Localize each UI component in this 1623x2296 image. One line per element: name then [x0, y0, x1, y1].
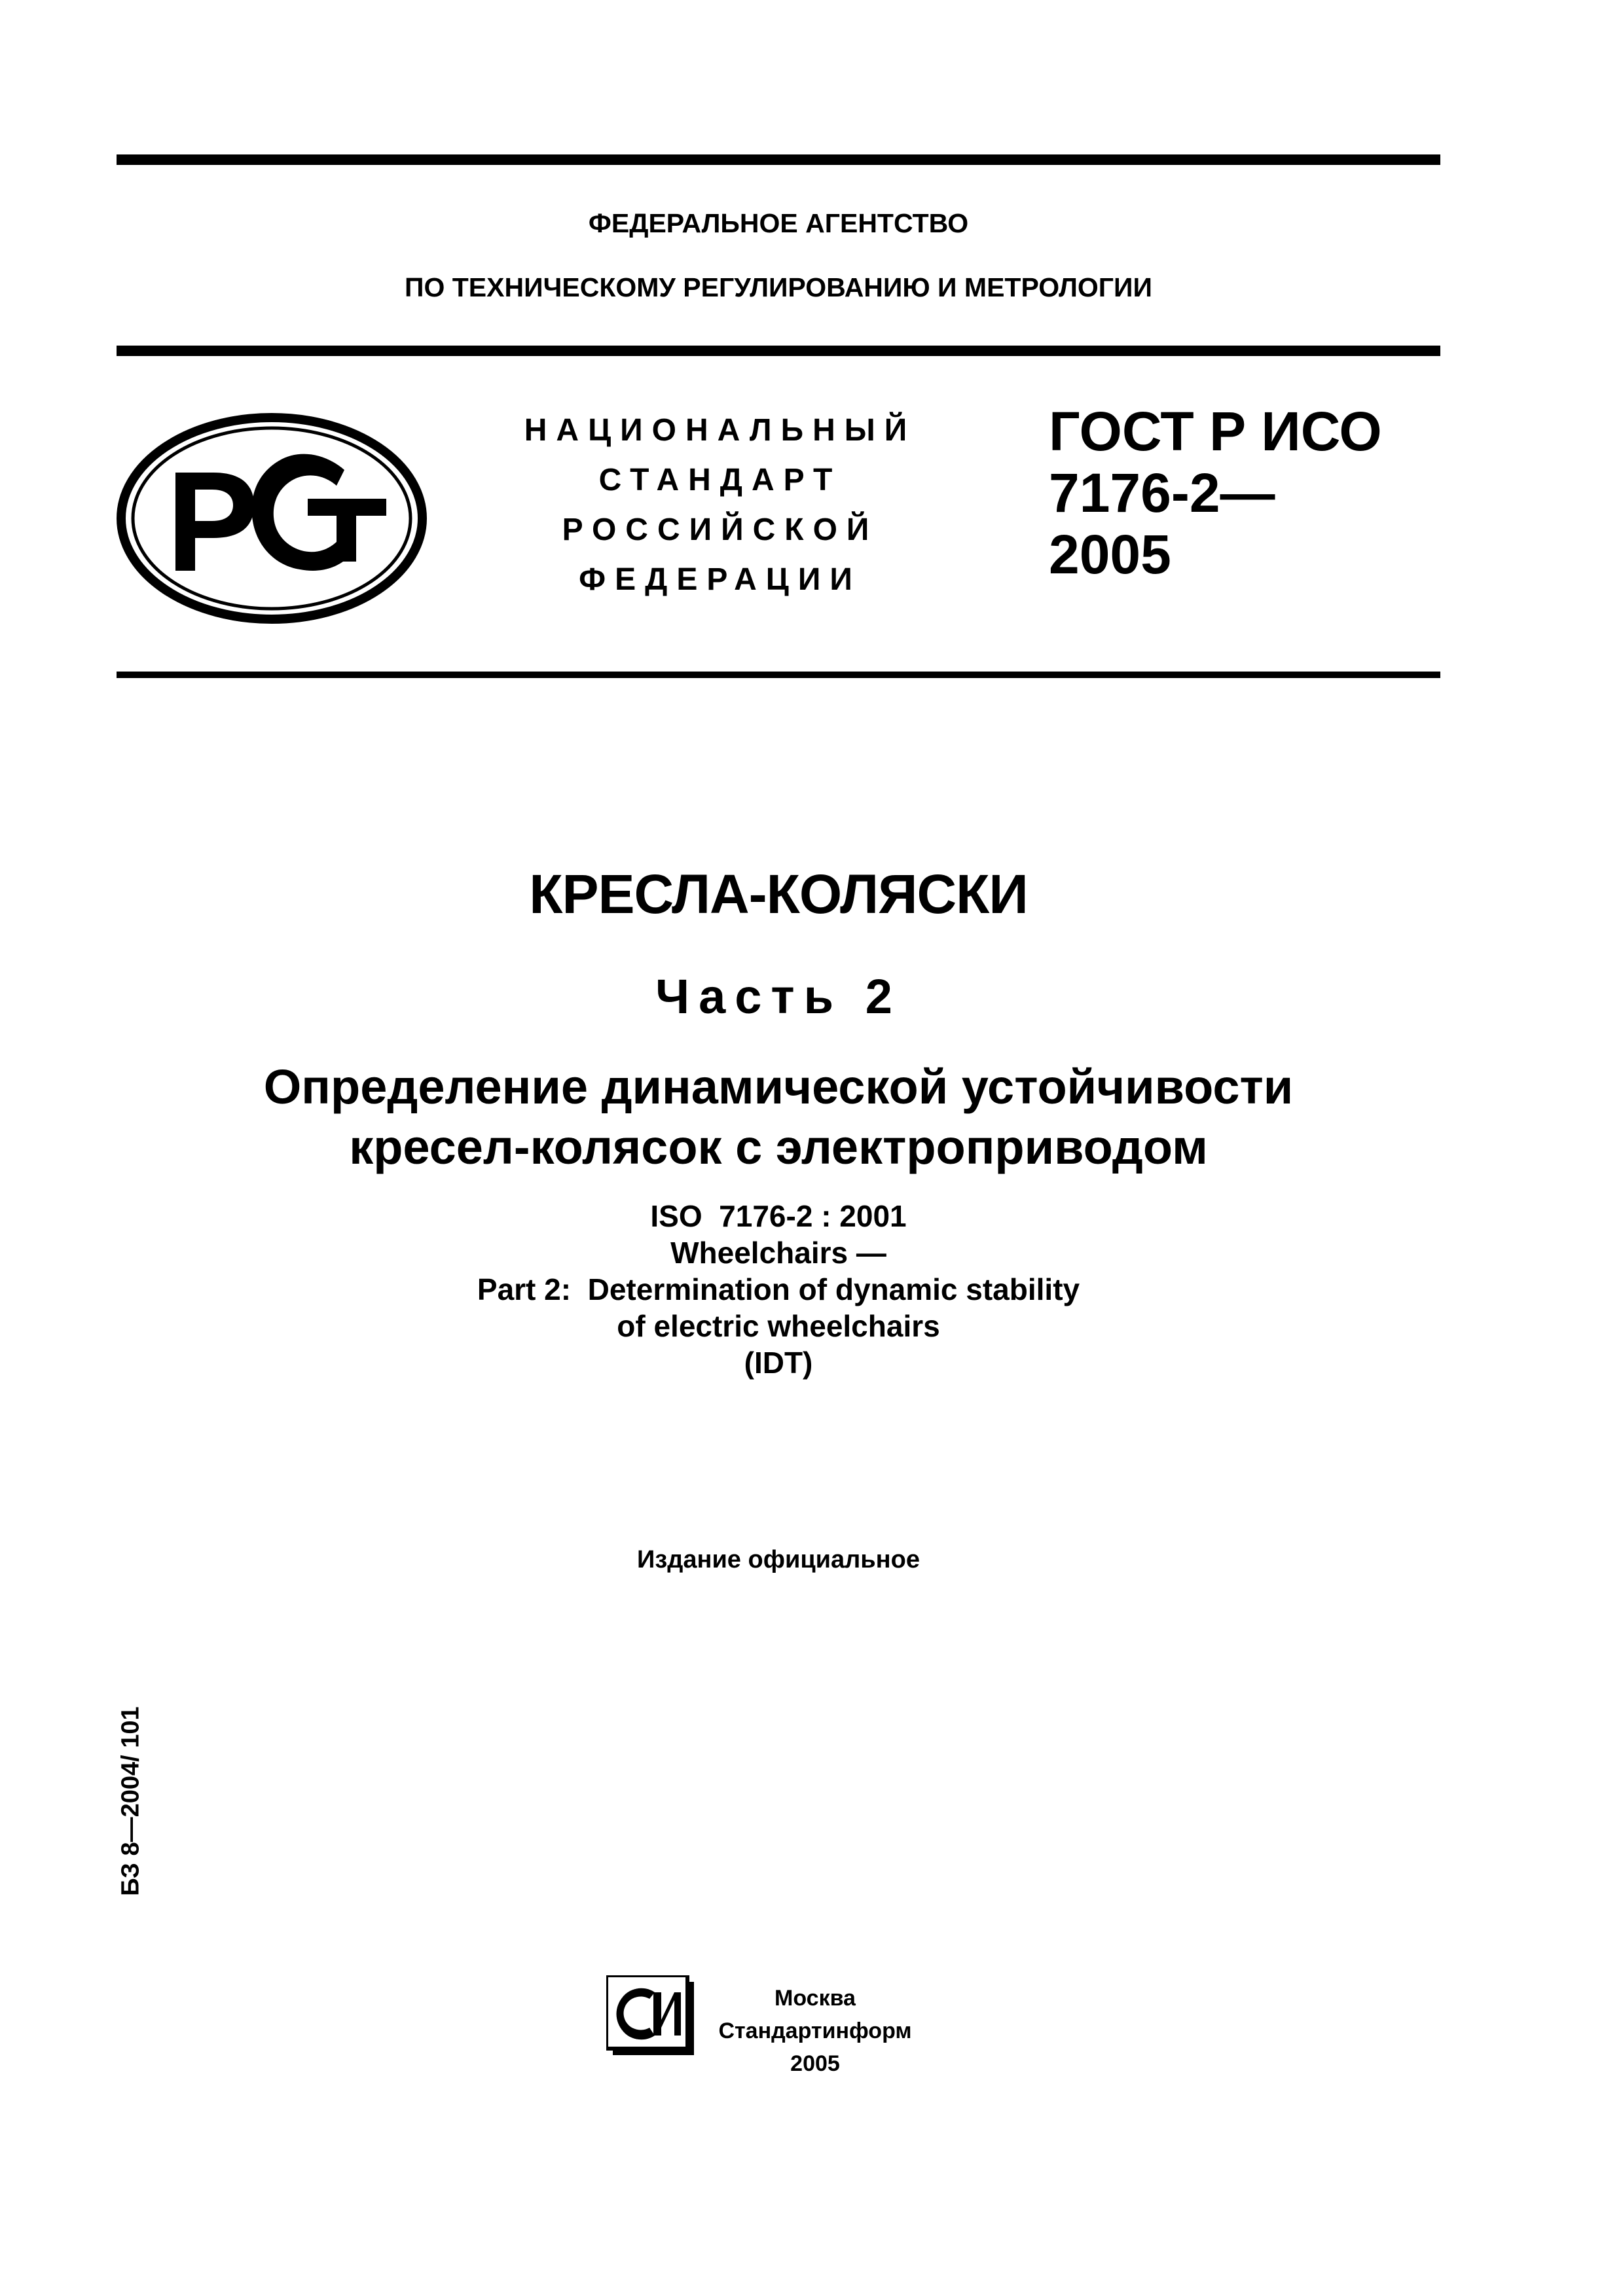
gost-number-line1: ГОСТ Р ИСО	[1049, 401, 1382, 462]
standartinform-logo-icon	[606, 1975, 701, 2062]
bottom-rule	[117, 672, 1440, 678]
document-title: КРЕСЛА-КОЛЯСКИ	[529, 863, 1028, 925]
iso-line2: Wheelchairs —	[670, 1236, 886, 1270]
subtitle-line1: Определение динамической устойчивости	[263, 1060, 1294, 1114]
top-rule	[117, 154, 1440, 165]
subtitle-line2: кресел-колясок с электроприводом	[349, 1120, 1208, 1174]
iso-line1: ISO 7176-2 : 2001	[650, 1199, 907, 1233]
iso-line3: Part 2: Determination of dynamic stability	[477, 1272, 1080, 1306]
document-subtitle	[117, 1057, 1440, 1177]
national-standard-line1: НАЦИОНАЛЬНЫЙ	[524, 413, 917, 448]
gost-number-line2: 7176-2—	[1049, 462, 1275, 524]
side-code: БЗ 8—2004/ 101	[117, 1706, 145, 1896]
publisher-city: Москва	[775, 1986, 856, 2011]
iso-reference	[117, 1198, 1440, 1381]
publisher-info	[717, 1982, 913, 2080]
national-standard-line2: СТАНДАРТ	[598, 463, 842, 497]
gost-number	[1049, 401, 1382, 585]
gost-number-line3: 2005	[1049, 524, 1171, 585]
iso-line5: (IDT)	[744, 1346, 813, 1380]
national-standard-line4: ФЕДЕРАЦИИ	[579, 562, 862, 597]
rst-conformity-mark-icon	[114, 412, 429, 624]
iso-line4: of electric wheelchairs	[617, 1309, 940, 1343]
national-standard-line3: РОССИЙСКОЙ	[562, 512, 879, 547]
national-standard-label	[498, 406, 943, 605]
middle-rule	[117, 346, 1440, 356]
part-label: Часть 2	[655, 969, 902, 1024]
agency-name-line2: ПО ТЕХНИЧЕСКОМУ РЕГУЛИРОВАНИЮ И МЕТРОЛОГИИ	[405, 272, 1152, 302]
edition-label: Издание официальное	[637, 1546, 920, 1573]
publisher-name: Стандартинформ	[718, 2018, 912, 2043]
agency-name-line1: ФЕДЕРАЛЬНОЕ АГЕНТСТВО	[588, 208, 969, 238]
publisher-year: 2005	[790, 2051, 840, 2076]
